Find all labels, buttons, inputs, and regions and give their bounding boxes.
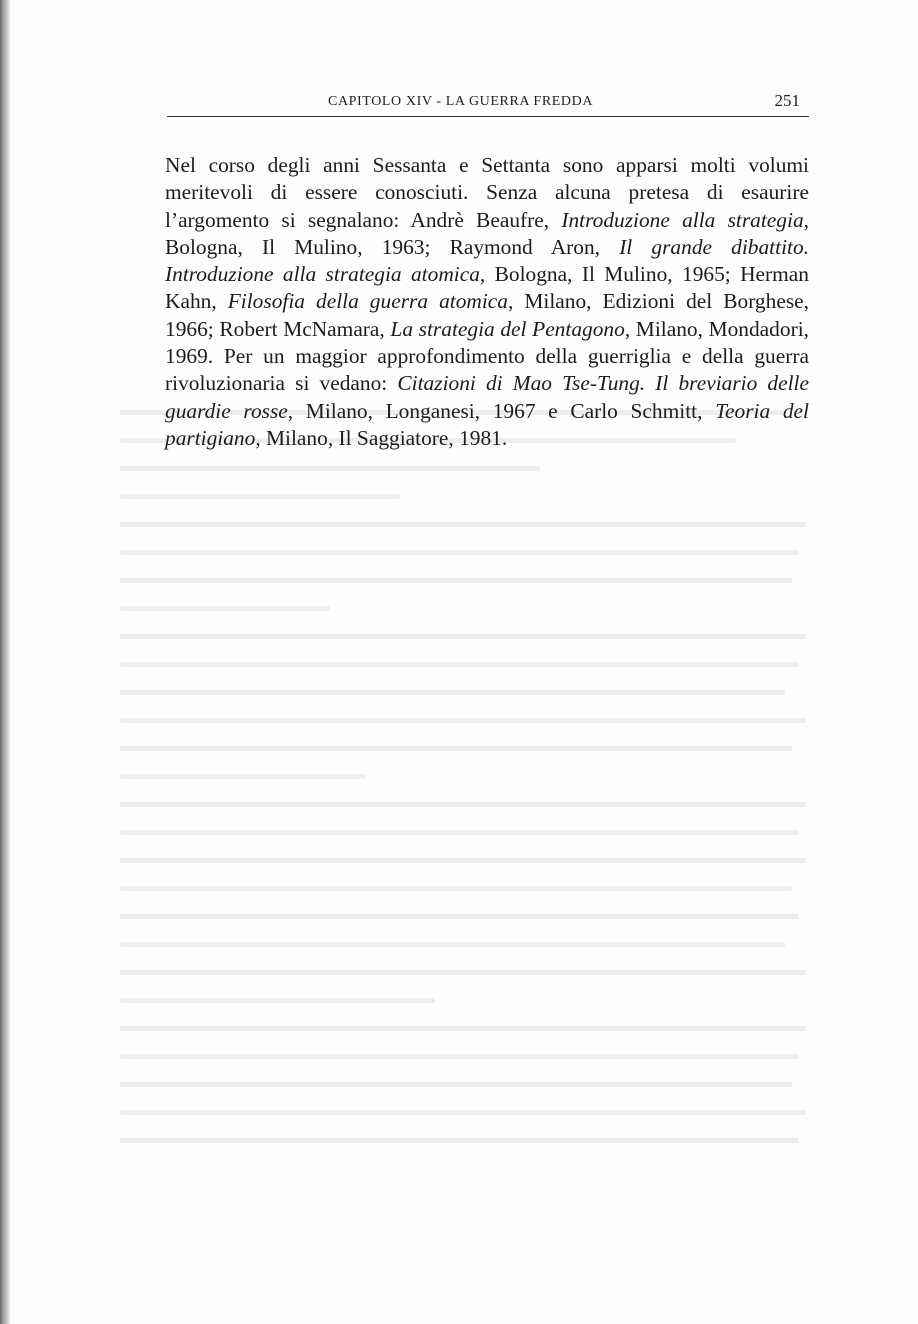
text-segment: , Milano, Mondadori, 1969. Per un maggior approfondimento della guerriglia e della guerra rivoluzionaria si vedano: [165,316,809,396]
text-segment: Nel corso degli anni Sessanta e Settanta sono apparsi molti volumi meritevoli di essere conosciuti. Senza alcuna pretesa di esaurire l’argomento si segnalano: Andrè Beaufre, [165,153,809,232]
show-through-text [120,410,820,1310]
bibliography-paragraph [165,152,809,452]
text-segment: , Bologna, Il Mulino, 1963; Raymond Aron, [165,207,809,259]
book-title: Il grande dibattito. Introduzione alla strategia atomica [165,234,809,287]
header-rule [167,116,809,117]
book-title: Teoria del partigiano [165,398,809,450]
text-segment: , Milano, Longanesi, 1967 e Carlo Schmitt, [287,398,716,423]
running-head: CAPITOLO XIV - LA GUERRA FREDDA [328,94,594,109]
binding-edge [0,0,10,1324]
book-title: La strategia del Pentagono [390,316,625,341]
text-segment: , Milano, Il Saggiatore, 1981. [255,425,508,450]
paragraph-text [165,152,809,452]
book-title: Filosofia della guerra atomica [227,289,508,314]
text-segment: , Milano, Edizioni del Borghese, 1966; Robert McNamara, [165,289,809,341]
page-number: 251 [774,91,800,110]
book-title: Citazioni di Mao Tse-Tung. Il breviario delle guardie rosse [165,371,809,423]
page-header [165,91,810,116]
book-title: Introduzione alla strategia [561,207,804,232]
text-segment: , Bologna, Il Mulino, 1965; Herman Kahn, [165,262,809,314]
